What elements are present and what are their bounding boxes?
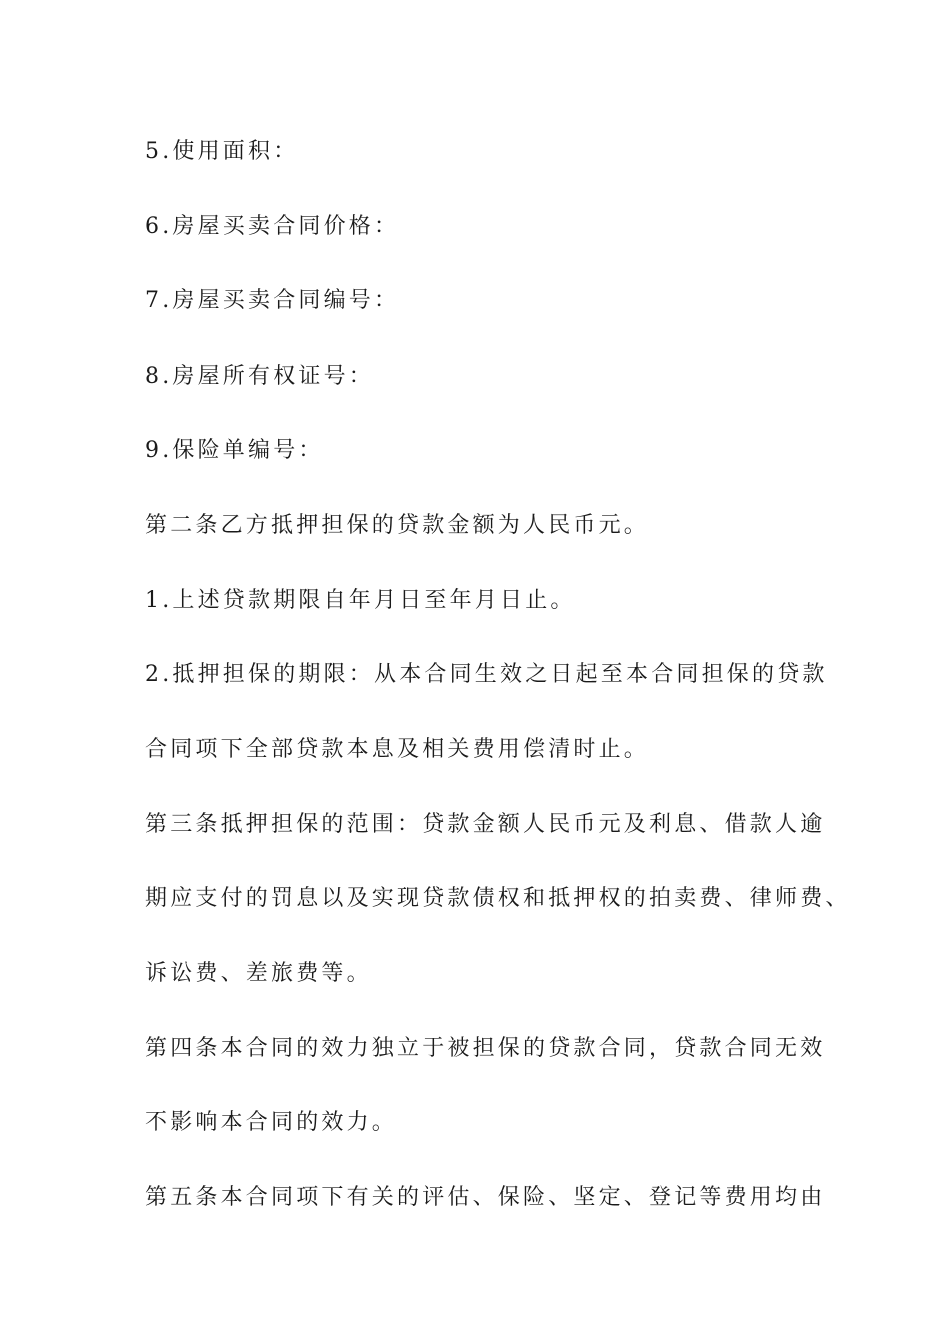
- article-3-line-3: 诉讼费、差旅费等。: [145, 961, 372, 986]
- item-usable-area: 5.使用面积：: [145, 139, 299, 164]
- article-3-line-2: 期应支付的罚息以及实现贷款债权和抵押权的拍卖费、律师费、: [145, 886, 851, 911]
- article-2-clause-2-line-1: 2.抵押担保的期限：从本合同生效之日起至本合同担保的贷款: [145, 662, 828, 687]
- article-2-clause-2-line-2: 合同项下全部贷款本息及相关费用偿清时止。: [145, 737, 650, 762]
- article-4-line-1: 第四条本合同的效力独立于被担保的贷款合同，贷款合同无效: [145, 1036, 826, 1061]
- article-4-line-2: 不影响本合同的效力。: [145, 1110, 398, 1135]
- item-insurance-policy-number: 9.保险单编号：: [145, 438, 324, 463]
- article-3-line-1: 第三条抵押担保的范围：贷款金额人民币元及利息、借款人逾: [145, 812, 826, 837]
- item-contract-number: 7.房屋买卖合同编号：: [145, 288, 400, 313]
- article-2-clause-1: 1.上述贷款期限自年月日至年月日止。: [145, 588, 576, 613]
- article-5-line-1: 第五条本合同项下有关的评估、保险、坚定、登记等费用均由: [145, 1185, 826, 1210]
- item-ownership-certificate: 8.房屋所有权证号：: [145, 364, 374, 389]
- item-contract-price: 6.房屋买卖合同价格：: [145, 214, 400, 239]
- article-2-text: 第二条乙方抵押担保的贷款金额为人民币元。: [145, 513, 650, 538]
